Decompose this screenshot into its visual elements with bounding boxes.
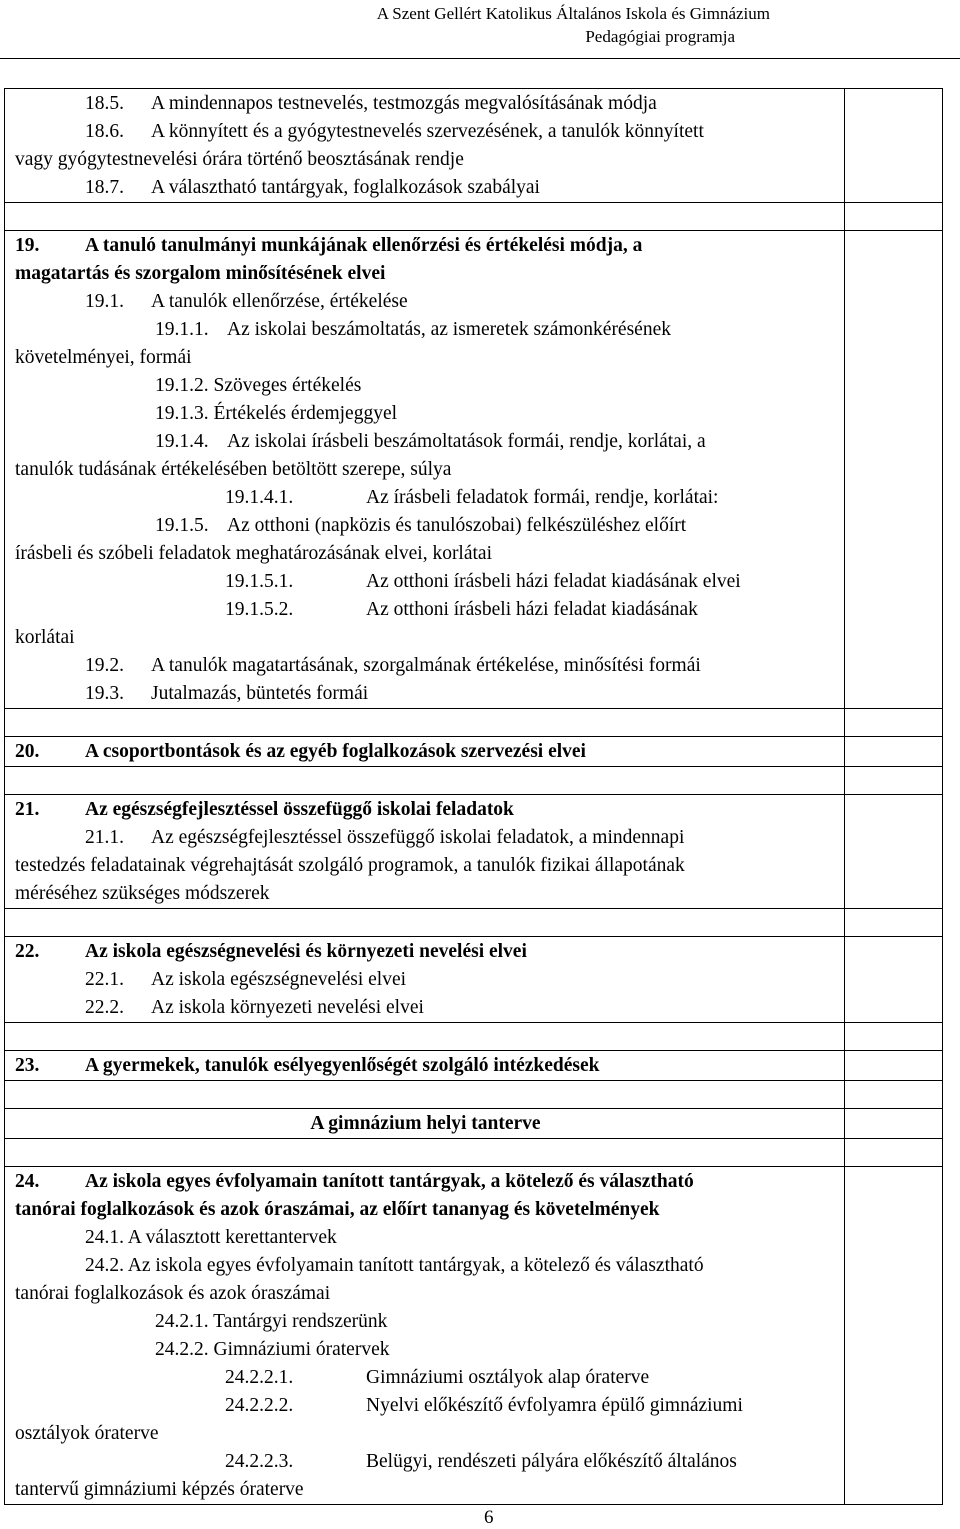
toc-section-24: 24. Az iskola egyes évfolyamain tanított tantárgyak, a kötelező és választható: [15, 1171, 694, 1192]
toc-entry-22-2: 22.2. Az iskola környezeti nevelési elvei: [85, 997, 424, 1018]
toc-entry-19-1-2: 19.1.2. Szöveges értékelés: [155, 375, 362, 396]
table-row: [5, 737, 943, 767]
table-row: [5, 1023, 943, 1051]
toc-entry-24-2-1: 24.2.1. Tantárgyi rendszerünk: [155, 1311, 388, 1332]
table-row: [5, 1081, 943, 1109]
toc-section-19: 19. A tanuló tanulmányi munkájának ellenőrzési és értékelési módja, a: [15, 235, 643, 256]
page-cell: [845, 937, 943, 1023]
section-heading: A gimnázium helyi tanterve: [310, 1113, 541, 1134]
page-cell: [845, 1167, 943, 1505]
toc-entry-18-6-cont: vagy gyógytestnevelési órára történő beosztásának rendje: [15, 149, 464, 170]
table-row: 21. Az egészségfejlesztéssel összefüggő iskolai feladatok 21.1. Az egészségfejlesztéssel összefüggő iskolai feladatok, a mindennapi testedzés feladatainak végrehajtását szolgáló programok, a tanulók fizikai állapotának méréséhez szükséges módszerek: [5, 795, 943, 909]
table-row: [5, 203, 943, 231]
toc-entry-19-1-5-1: 19.1.5.1. Az otthoni írásbeli házi feladat kiadásának elvei: [225, 571, 741, 592]
toc-entry-19-1-4-1: 19.1.4.1. Az írásbeli feladatok formái, rendje, korlátai:: [225, 487, 719, 508]
page-number: 6: [484, 1507, 494, 1528]
table-row: [5, 1051, 943, 1081]
table-row: [5, 909, 943, 937]
page-cell: [845, 1051, 943, 1081]
page-header: [377, 2, 768, 48]
toc-entry-19-1-4: 19.1.4. Az iskolai írásbeli beszámoltatások formái, rendje, korlátai, a: [155, 431, 706, 452]
toc-entry-19-1: 19.1. A tanulók ellenőrzése, értékelése: [85, 291, 408, 312]
toc-entry-24-2: 24.2. Az iskola egyes évfolyamain tanított tantárgyak, a kötelező és választható: [85, 1255, 704, 1276]
page-cell: [845, 737, 943, 767]
toc-section-22: 22. Az iskola egészségnevelési és környezeti nevelési elvei: [15, 941, 527, 962]
page-cell: [845, 1109, 943, 1139]
toc-section-21: 21. Az egészségfejlesztéssel összefüggő iskolai feladatok: [15, 799, 514, 820]
toc-entry-24-2-2-2: 24.2.2.2. Nyelvi előkészítő évfolyamra épülő gimnáziumi: [225, 1395, 743, 1416]
header-document-title: Pedagógiai programja: [585, 27, 735, 46]
toc-entry-19-1-3: 19.1.3. Értékelés érdemjeggyel: [155, 403, 398, 424]
toc-entry-21-1: 21.1. Az egészségfejlesztéssel összefüggő iskolai feladatok, a mindennapi: [85, 827, 685, 848]
table-row: 24. Az iskola egyes évfolyamain tanított tantárgyak, a kötelező és választható tanórai foglalkozások és azok óraszámai, az előírt tananyag és követelmények 24.1. A választott kerettantervek 24.2. Az iskola egyes évfolyamain tanított tantárgyak, a kötelező és választható tanórai foglalkozások és azok óraszámai 24.2.1. Tantárgyi rendszerünk 24.2.2. Gimnáziumi óratervek 24.2.2.1. Gimnáziumi osztályok alap óraterve 24.2.2.2. Nyelvi előkészítő évfolyamra épülő gimnáziumi osztályok óraterve 24.2.2.3. Belügyi, rendészeti pályára előkészítő általános tantervű gimnáziumi képzés óraterve: [5, 1167, 943, 1505]
table-row: [5, 709, 943, 737]
header-rule: [0, 58, 960, 59]
toc-entry-24-1: 24.1. A választott kerettantervek: [85, 1227, 337, 1248]
toc-entry-24-2-2-3: 24.2.2.3. Belügyi, rendészeti pályára előkészítő általános: [225, 1451, 737, 1472]
toc-entry-19-1-5: 19.1.5. Az otthoni (napközis és tanulószobai) felkészüléshez előírt: [155, 515, 687, 536]
toc-entry-18-7: 18.7. A választható tantárgyak, foglalkozások szabályai: [85, 177, 540, 198]
page-cell: [845, 795, 943, 909]
header-school-name: A Szent Gellért Katolikus Általános Iskola és Gimnázium: [376, 4, 770, 23]
toc-entry-18-5: 18.5. A mindennapos testnevelés, testmozgás megvalósításának módja: [85, 93, 657, 114]
table-row: [5, 937, 943, 1023]
toc-entry-18-6: 18.6. A könnyített és a gyógytestnevelés szervezésének, a tanulók könnyített: [85, 121, 704, 142]
toc-section-20: 20. A csoportbontások és az egyéb foglalkozások szervezési elvei: [15, 741, 586, 762]
table-row: [5, 1109, 943, 1139]
toc-entry-19-1-5-2: 19.1.5.2. Az otthoni írásbeli házi feladat kiadásának: [225, 599, 698, 620]
page-cell: [845, 89, 943, 203]
table-row: [5, 1139, 943, 1167]
table-row: [5, 767, 943, 795]
toc-section-23: 23. A gyermekek, tanulók esélyegyenlőségét szolgáló intézkedések: [15, 1055, 600, 1076]
toc-entry-24-2-2: 24.2.2. Gimnáziumi óratervek: [155, 1339, 390, 1360]
table-row: 19. A tanuló tanulmányi munkájának ellenőrzési és értékelési módja, a magatartás és szorgalom minősítésének elvei 19.1. A tanulók ellenőrzése, értékelése 19.1.1. Az iskolai beszámoltatás, az ismeretek számonkérésének követelményei, formái 19.1.2. Szöveges értékelés 19.1.3. Értékelés érdemjeggyel 19.1.4. Az iskolai írásbeli beszámoltatások formái, rendje, korlátai, a tanulók tudásának értékelésében betöltött szerepe, súlya 19.1.4.1. Az írásbeli feladatok formái, rendje, korlátai: 19.1.5. Az otthoni (napközis és tanulószobai) felkészüléshez előírt írásbeli és szóbeli feladatok meghatározásának elvei, korlátai 19.1.5.1. Az otthoni írásbeli házi feladat kiadásának elvei 19.1.5.2. Az otthoni írásbeli házi feladat kiadásának korlátai 19.2. A tanulók magatartásának, szorgalmának értékelése, minősítési formái 19.3. Jutalmazás, büntetés formái: [5, 231, 943, 709]
table-row: [5, 89, 943, 203]
toc-entry-24-2-2-1: 24.2.2.1. Gimnáziumi osztályok alap óraterve: [225, 1367, 650, 1388]
table-of-contents: [4, 88, 943, 1505]
toc-entry-19-1-1: 19.1.1. Az iskolai beszámoltatás, az ismeretek számonkérésének: [155, 319, 671, 340]
toc-entry-19-3: 19.3. Jutalmazás, büntetés formái: [85, 683, 369, 704]
toc-entry-19-2: 19.2. A tanulók magatartásának, szorgalmának értékelése, minősítési formái: [85, 655, 701, 676]
page-cell: [845, 231, 943, 709]
toc-entry-22-1: 22.1. Az iskola egészségnevelési elvei: [85, 969, 407, 990]
